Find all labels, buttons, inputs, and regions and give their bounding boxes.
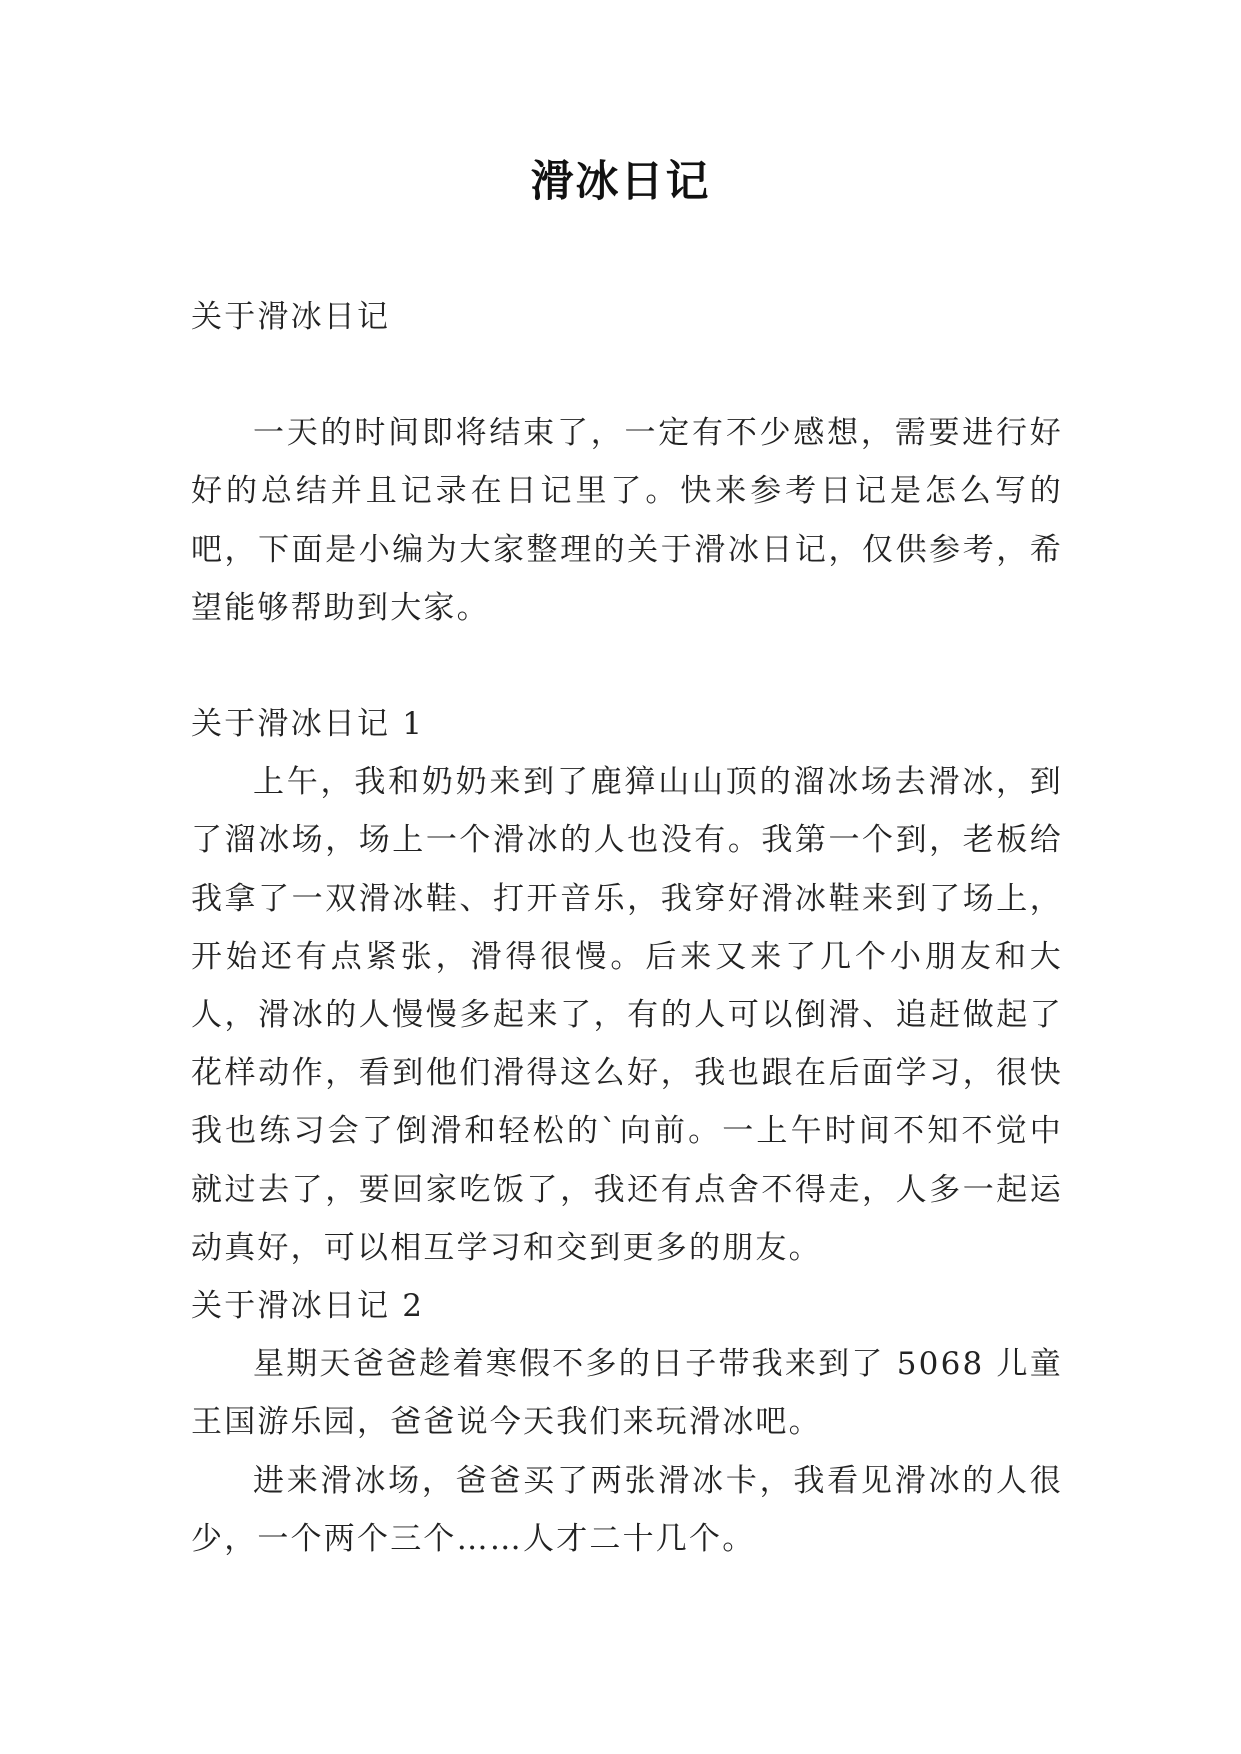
section-heading-2: 关于滑冰日记 2	[191, 1288, 425, 1325]
intro-paragraph: 一天的时间即将结束了，一定有不少感想，需要进行好好的总结并且记录在日记里了。快来参考日记是怎么写的吧，下面是小编为大家整理的关于滑冰日记，仅供参考，希望能够帮助到大家。	[191, 415, 1063, 626]
section-1-paragraph-1: 上午，我和奶奶来到了鹿獐山山顶的溜冰场去滑冰，到了溜冰场，场上一个滑冰的人也没有。我第一个到，老板给我拿了一双滑冰鞋、打开音乐，我穿好滑冰鞋来到了场上，开始还有点紧张，滑得很慢。后来又来了几个小朋友和大人，滑冰的人慢慢多起来了，有的人可以倒滑、追赶做起了花样动作，看到他们滑得这么好，我也跟在后面学习，很快我也练习会了倒滑和轻松的`向前。一上午时间不知不觉中就过去了，要回家吃饭了，我还有点舍不得走，人多一起运动真好，可以相互学习和交到更多的朋友。	[191, 764, 1063, 1266]
section-2-paragraph-2: 进来滑冰场，爸爸买了两张滑冰卡，我看见滑冰的人很少，一个两个三个……人才二十几个。	[191, 1462, 1063, 1557]
spacer	[191, 637, 1063, 695]
section-2-paragraph-1: 星期天爸爸趁着寒假不多的日子带我来到了 5068 儿童王国游乐园，爸爸说今天我们来玩滑冰吧。	[191, 1346, 1063, 1441]
intro-heading: 关于滑冰日记	[191, 299, 391, 335]
document-body	[191, 288, 1063, 1568]
spacer	[191, 346, 1063, 404]
page-title: 滑冰日记	[530, 157, 711, 207]
section-heading-1: 关于滑冰日记 1	[191, 706, 425, 743]
